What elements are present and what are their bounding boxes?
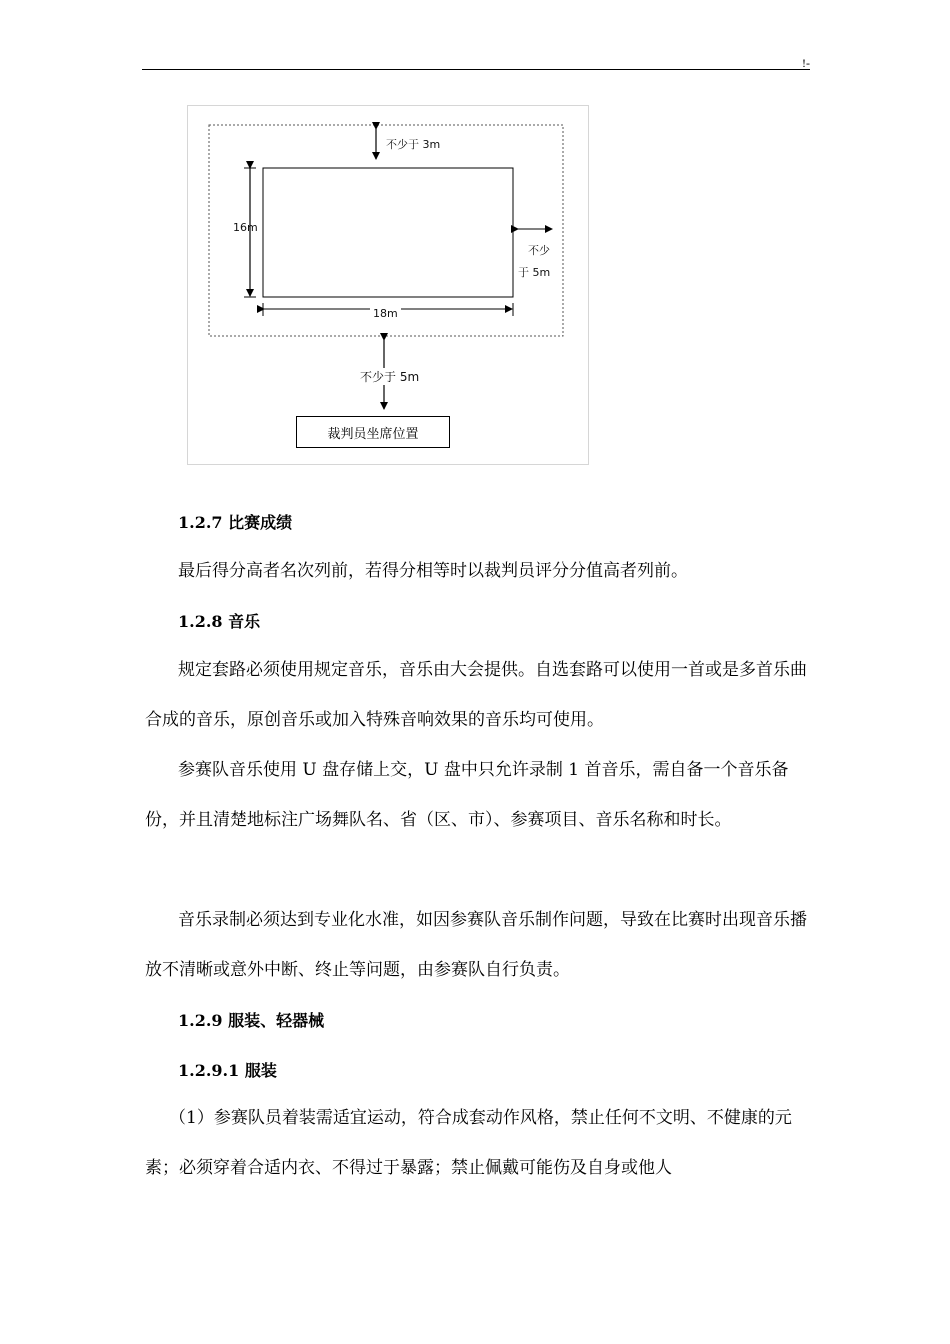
header-rule: [142, 69, 810, 70]
paragraph-music-3: 音乐录制必须达到专业化水准，如因参赛队音乐制作问题，导致在比赛时出现音乐播放不清晰或意外中断、终止等问题，由参赛队自行负责。: [145, 910, 807, 980]
safety-zone-outline: [209, 125, 563, 336]
venue-diagram-graphic: [188, 106, 590, 466]
section-title-1-2-9: 1.2.9 服装、轻器械: [178, 1011, 325, 1030]
bottom-clearance-label: 不少于 5m: [360, 370, 420, 384]
width-label: 18m: [370, 307, 401, 320]
top-clearance-label: 不少于 3m: [386, 138, 441, 151]
page-header-mark: !-: [802, 56, 810, 70]
right-clearance-label-line2: 于 5m: [518, 266, 551, 279]
paragraph-scoring: 最后得分高者名次列前，若得分相等时以裁判员评分分值高者列前。: [178, 561, 688, 581]
section-title-1-2-7: 1.2.7 比赛成绩: [178, 513, 293, 532]
paragraph-clothing-1: （1）参赛队员着装需适宜运动，符合成套动作风格，禁止任何不文明、不健康的元素；必须穿着合适内衣、不得过于暴露；禁止佩戴可能伤及自身或他人: [145, 1108, 792, 1178]
section-title-1-2-8: 1.2.8 音乐: [178, 612, 261, 631]
judge-seating-box: 裁判员坐席位置: [296, 416, 450, 448]
section-title-1-2-9-1: 1.2.9.1 服装: [178, 1061, 277, 1080]
height-label: 16m: [233, 221, 258, 234]
paragraph-music-2: 参赛队音乐使用 U 盘存储上交，U 盘中只允许录制 1 首音乐，需自备一个音乐备份，并且清楚地标注广场舞队名、省（区、市）、参赛项目、音乐名称和时长。: [145, 760, 789, 830]
competition-area: [263, 168, 513, 297]
paragraph-music-1: 规定套路必须使用规定音乐，音乐由大会提供。自选套路可以使用一首或是多首乐曲合成的音乐，原创音乐或加入特殊音响效果的音乐均可使用。: [145, 660, 807, 730]
right-clearance-label-line1: 不少: [528, 244, 550, 257]
venue-diagram: [187, 105, 589, 465]
